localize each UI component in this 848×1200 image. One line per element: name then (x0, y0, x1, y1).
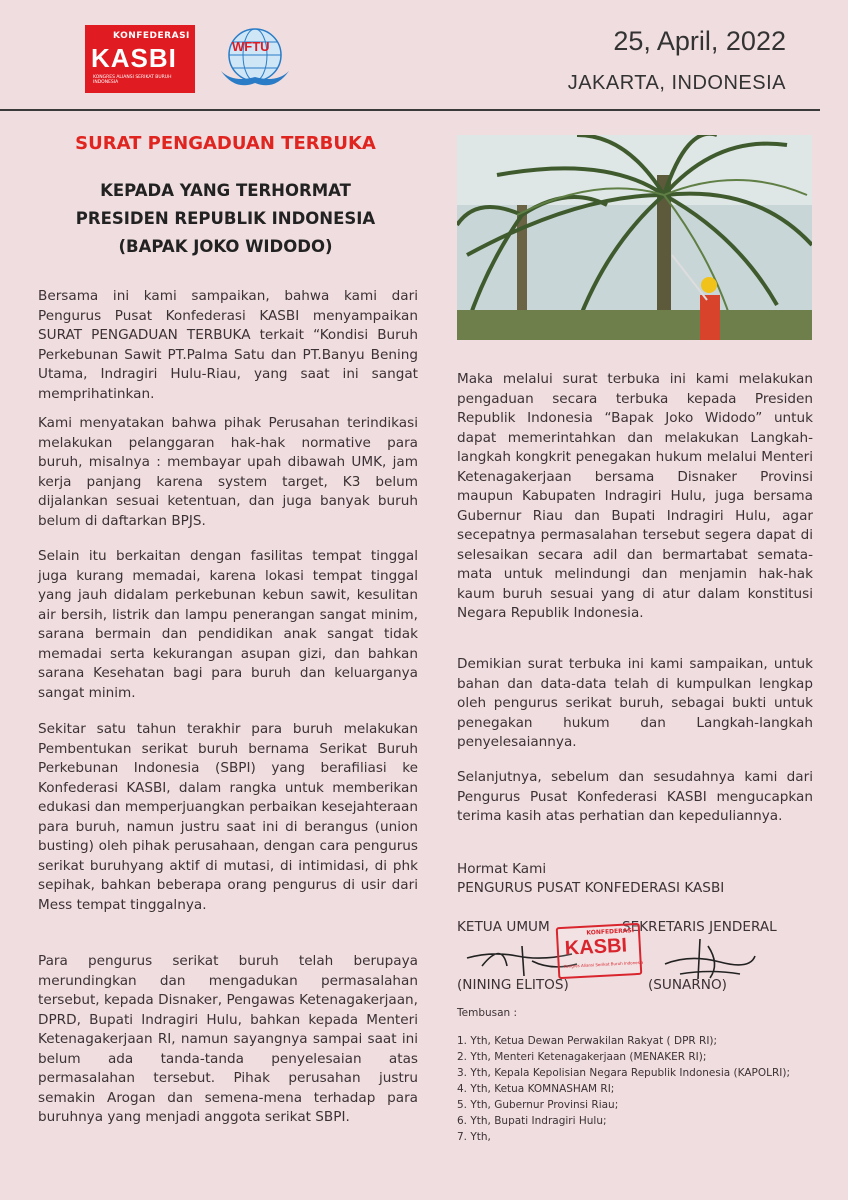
left-paragraph-5: Para pengurus serikat buruh telah berupaya merundingkan dan mengadukan permasalahan tersebut, kepada Disnaker, Pengawas Ketenagakerjaan, DPRD, Bupati Indragiri Hulu, bahkan kepada Menteri Ketenagakerjaan RI, namun sayangnya sampai saat ini belum ada tanda-tanda penyelesaian atas permasalahan tersebut. Pihak perusahan justru semakin Arogan dan semena-mena terhadap para buruhnya yang menjadi anggota serikat SBPI. (38, 953, 418, 1125)
name-secretary-general: (SUNARNO) (648, 977, 727, 993)
kasbi-logo-sub: KONGRES ALIANSI SERIKAT BURUH INDONESIA (93, 75, 172, 85)
closing-greeting: Hormat Kami (457, 861, 547, 877)
cc-item: 5. Yth, Gubernur Provinsi Riau; (457, 1099, 619, 1111)
left-paragraph-2: Kami menyatakan bahwa pihak Perusahan terindikasi melakukan pelanggaran hak-hak normative para buruh, misalnya : membayar upah dibawah UMK, jam kerja panjang karena system target, K3 belum dijalankan sesuai ketentuan, dan juga banyak buruh belum di daftarkan BPJS. (38, 415, 418, 529)
name-chairman: (NINING ELITOS) (457, 977, 569, 993)
cc-item: 1. Yth, Ketua Dewan Perwakilan Rakyat ( DPR RI); (457, 1035, 718, 1047)
cc-item: 6. Yth, Bupati Indragiri Hulu; (457, 1115, 607, 1127)
stamp-main: KASBI (564, 934, 628, 960)
palm-plantation-photo (457, 135, 812, 340)
right-paragraph-2: Demikian surat terbuka ini kami sampaikan, untuk bahan dan data-data telah di kumpulkan lengkap oleh pengurus serikat buruh, sebagai bukti untuk penegakan hukum dan Langkah-langkah penyelesaiannya. (457, 656, 813, 750)
role-chairman: KETUA UMUM (457, 919, 550, 935)
header-divider (0, 109, 820, 111)
kasbi-logo-top: KONFEDERASI (113, 31, 190, 41)
stamp-sub: Kongres Aliansi Serikat Buruh Indonesia (563, 959, 644, 969)
right-paragraph-1: Maka melalui surat terbuka ini kami melakukan pengaduan secara terbuka kepada Presiden Republik Indonesia “Bapak Joko Widodo” untuk dapat memerintahkan dan melakukan Langkah-langkah kongkrit penegakan hukum melalui Menteri Ketenagakerjaan bersama Disnaker Provinsi maupun Kabupaten Indragiri Hulu, juga bersama Gubernur Riau dan Bupati Indragiri Hulu, agar secepatnya permasalahan tersebut segera dapat di selesaikan secara adil dan bermartabat semata-mata untuk melindungi dan menjamin hak-hak kaum buruh sesuai yang di atur dalam konstitusi Negara Republik Indonesia. (457, 371, 813, 621)
cc-item: 3. Yth, Kepala Kepolisian Negara Republik Indonesia (KAPOLRI); (457, 1067, 790, 1079)
left-paragraph-1: Bersama ini kami sampaikan, bahwa kami dari Pengurus Pusat Konfederasi KASBI menyampaikan SURAT PENGADUAN TERBUKA terkait “Kondisi Buruh Perkebunan Sawit PT.Palma Satu dan PT.Banyu Bening Utama, Indragiri Hulu-Riau, yang saat ini sangat memprihatinkan. (38, 288, 418, 402)
left-paragraph-4: Sekitar satu tahun terakhir para buruh melakukan Pembentukan serikat buruh bernama Serikat Buruh Perkebunan Indonesia (SBPI) yang berafiliasi ke Konfederasi KASBI, dalam rangka untuk memberikan edukasi dan memperjuangkan perbaikan kesejahteraan para buruh, namun justru saat ini di berangus (union busting) oleh pihak perusahaan, dengan cara pengurus serikat buruhyang aktif di mutasi, di intimidasi, di phk sepihak, bahkan beberapa orang pengurus di usir dari Mess tempat tinggalnya. (38, 721, 418, 913)
role-secretary-general: SEKRETARIS JENDERAL (622, 919, 777, 935)
kasbi-logo (85, 25, 195, 93)
addressee-line-3: (BAPAK JOKO WIDODO) (118, 237, 333, 256)
wftu-text: WFTU (232, 39, 270, 54)
left-paragraph-3: Selain itu berkaitan dengan fasilitas tempat tinggal juga kurang memadai, karena lokasi tempat tinggal yang jauh didalam perkebunan kebun sawit, kesulitan air bersih, listrik dan lampu penerangan sangat minim, sarana bermain dan pendidikan anak sangat tidak memadai serta kekurangan asupan gizi, dan bahkan sarana Kesehatan bagi para buruh dan keluarganya sangat minim. (38, 548, 418, 701)
cc-item: 4. Yth, Ketua KOMNASHAM RI; (457, 1083, 615, 1095)
letter-title: SURAT PENGADUAN TERBUKA (75, 133, 376, 154)
addressee-line-2: PRESIDEN REPUBLIK INDONESIA (75, 209, 376, 228)
kasbi-stamp (556, 923, 643, 979)
right-paragraph-3: Selanjutnya, sebelum dan sesudahnya kami dari Pengurus Pusat Konfederasi KASBI mengucapkan terima kasih atas perhatian dan kepeduliannya. (457, 769, 813, 824)
letter-place: JAKARTA, INDONESIA (567, 72, 786, 94)
stamp-top: KONFEDERASI (586, 927, 635, 937)
addressee-line-1: KEPADA YANG TERHORMAT (100, 181, 351, 200)
letter-date: 25, April, 2022 (613, 26, 786, 56)
cc-item: 7. Yth, (457, 1131, 491, 1143)
globe-hands-icon (215, 25, 295, 93)
cc-item: 2. Yth, Menteri Ketenagakerjaan (MENAKER RI); (457, 1051, 707, 1063)
cc-title: Tembusan : (457, 1007, 518, 1019)
closing-org: PENGURUS PUSAT KONFEDERASI KASBI (457, 880, 725, 896)
kasbi-logo-main: KASBI (91, 43, 177, 73)
wftu-logo (215, 25, 295, 93)
